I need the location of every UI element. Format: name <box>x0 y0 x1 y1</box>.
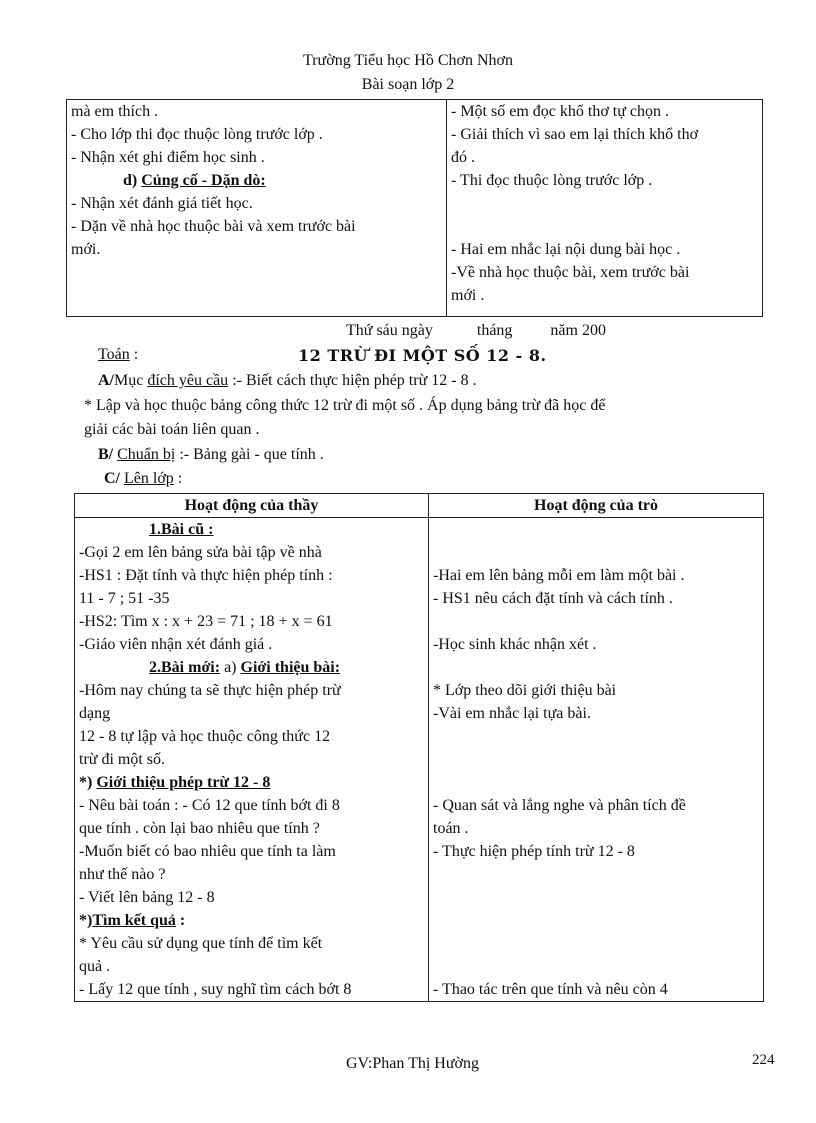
date-year: năm 200 <box>550 322 606 339</box>
objective-b-label: B/ <box>98 446 118 463</box>
teacher-line: - Viết lên bảng 12 - 8 <box>79 889 215 906</box>
teacher-line: -Muốn biết có bao nhiêu que tính ta làm <box>79 843 336 860</box>
teacher-line <box>79 518 424 541</box>
student-activity-cell <box>447 100 763 317</box>
lesson-title: 12 TRỪ ĐI MỘT SỐ 12 - 8. <box>298 346 547 365</box>
student-line: -Hai em lên bảng mỗi em làm một bài . <box>433 567 685 584</box>
teacher-line: trừ đi một số. <box>79 751 166 768</box>
student-line <box>433 909 759 932</box>
teacher-line: - Nêu bài toán : - Có 12 que tính bớt đi 8 <box>79 797 340 814</box>
student-column-header: Hoạt động của trò <box>429 494 764 518</box>
teacher-line: que tính . còn lại bao nhiêu que tính ? <box>79 820 320 837</box>
teacher-line <box>79 656 424 679</box>
student-line <box>433 725 759 748</box>
section-heading: Củng cố - Dặn dò: <box>141 172 266 189</box>
student-line <box>433 932 759 955</box>
student-line <box>451 192 758 215</box>
student-line: - Thực hiện phép tính trừ 12 - 8 <box>433 843 635 860</box>
student-line: mới . <box>451 287 485 304</box>
student-line <box>451 215 758 238</box>
student-line: - Thi đọc thuộc lòng trước lớp . <box>451 172 653 189</box>
section-heading: Giới thiệu phép trừ 12 - 8 <box>96 774 271 791</box>
heading-prefix: *) <box>79 774 97 791</box>
objective-a-heading: đích yêu cầu <box>147 372 229 389</box>
teacher-line: dạng <box>79 705 111 722</box>
section-heading: Tìm kết quả <box>92 912 176 929</box>
teacher-line: -HS2: Tìm x : x + 23 = 71 ; 18 + x = 61 <box>79 613 333 630</box>
student-line: đó . <box>451 149 475 166</box>
lesson-activity-table <box>74 493 764 1002</box>
date-day: Thứ sáu ngày <box>346 322 433 339</box>
objective-c <box>104 470 182 488</box>
objective-b <box>98 446 324 464</box>
student-line: -Vài em nhắc lại tựa bài. <box>433 705 591 722</box>
subheading-prefix: a) <box>220 659 241 676</box>
subheading: Giới thiệu bài: <box>240 659 341 676</box>
student-line <box>433 656 759 679</box>
teacher-line: mới. <box>71 241 101 258</box>
teacher-line: - Lấy 12 que tính , suy nghĩ tìm cách bớt 8 <box>79 981 352 998</box>
teacher-line: -HS1 : Đặt tính và thực hiện phép tính : <box>79 567 333 584</box>
objective-a-text: :- Biết cách thực hiện phép trừ 12 - 8 . <box>228 372 477 389</box>
student-line: -Về nhà học thuộc bài, xem trước bài <box>451 264 690 281</box>
student-line <box>433 771 759 794</box>
teacher-name: GV:Phan Thị Hường <box>346 1055 479 1072</box>
teacher-column-header: Hoạt động của thầy <box>75 494 429 518</box>
heading-prefix: d) <box>123 172 142 189</box>
teacher-line: như thế nào ? <box>79 866 166 883</box>
teacher-line: -Giáo viên nhận xét đánh giá . <box>79 636 273 653</box>
student-activity-column <box>429 518 764 1002</box>
teacher-line: -Gọi 2 em lên bảng sửa bài tập về nhà <box>79 544 322 561</box>
objective-b-heading: Chuẩn bị <box>117 446 176 463</box>
student-line: - Quan sát và lắng nghe và phân tích đề <box>433 797 686 814</box>
heading-suffix: : <box>175 912 186 929</box>
objective-bullet-line1: * Lập và học thuộc bảng công thức 12 trừ đi một số . Áp dụng bảng trừ đã học để <box>84 397 606 414</box>
student-line: toán . <box>433 820 469 837</box>
section-heading: 1.Bài cũ : <box>149 521 214 538</box>
teacher-line: - Nhận xét ghi điểm học sinh . <box>71 149 265 166</box>
student-line <box>433 863 759 886</box>
school-name: Trường Tiểu học Hồ Chơn Nhơn <box>303 52 513 69</box>
student-line <box>433 610 759 633</box>
date-line <box>346 322 606 340</box>
student-line: -Học sinh khác nhận xét . <box>433 636 597 653</box>
teacher-line: - Cho lớp thi đọc thuộc lòng trước lớp . <box>71 126 323 143</box>
student-line <box>433 541 759 564</box>
student-line: - Hai em nhắc lại nội dung bài học . <box>451 241 681 258</box>
teacher-line <box>79 909 424 932</box>
student-line <box>433 955 759 978</box>
student-line <box>433 886 759 909</box>
teacher-line <box>79 771 424 794</box>
student-line <box>433 748 759 771</box>
teacher-line <box>71 169 442 192</box>
date-month: tháng <box>476 322 513 339</box>
page-number: 224 <box>752 1052 775 1068</box>
teacher-line: quả . <box>79 958 111 975</box>
student-line: - Thao tác trên que tính và nêu còn 4 <box>433 981 668 998</box>
student-line: - Giải thích vì sao em lại thích khổ thơ <box>451 126 699 143</box>
subject-colon: : <box>129 346 139 363</box>
teacher-line: mà em thích . <box>71 103 159 120</box>
objective-c-text: : <box>173 470 183 487</box>
objective-a-pre: Mục <box>114 372 148 389</box>
heading-prefix: *) <box>79 912 93 929</box>
student-line: - Một số em đọc khổ thơ tự chọn . <box>451 103 669 120</box>
teacher-line: * Yêu cầu sử dụng que tính để tìm kết <box>79 935 323 952</box>
teacher-line: - Dặn về nhà học thuộc bài và xem trước bài <box>71 218 356 235</box>
objective-c-label: C/ <box>104 470 124 487</box>
objective-bullet-line2: giải các bài toán liên quan . <box>84 421 260 438</box>
student-line: - HS1 nêu cách đặt tính và cách tính . <box>433 590 673 607</box>
objective-b-text: :- Bảng gài - que tính . <box>175 446 324 463</box>
subject-line <box>98 346 138 364</box>
teacher-activity-cell <box>67 100 447 317</box>
student-line <box>433 518 759 541</box>
section-heading: 2.Bài mới: <box>149 659 221 676</box>
continuation-table <box>66 99 763 317</box>
grade-label: Bài soạn lớp 2 <box>361 76 455 93</box>
teacher-line: -Hôm nay chúng ta sẽ thực hiện phép trừ <box>79 682 341 699</box>
objective-c-heading: Lên lớp <box>124 470 174 487</box>
teacher-activity-column <box>75 518 429 1002</box>
teacher-line: 12 - 8 tự lập và học thuộc công thức 12 <box>79 728 331 745</box>
teacher-line: - Nhận xét đánh giá tiết học. <box>71 195 253 212</box>
objective-a <box>98 372 477 390</box>
student-line: * Lớp theo dõi giới thiệu bài <box>433 682 617 699</box>
subject-label: Toán <box>98 346 130 363</box>
objective-a-label: A/ <box>98 372 114 389</box>
teacher-line: 11 - 7 ; 51 -35 <box>79 590 170 607</box>
